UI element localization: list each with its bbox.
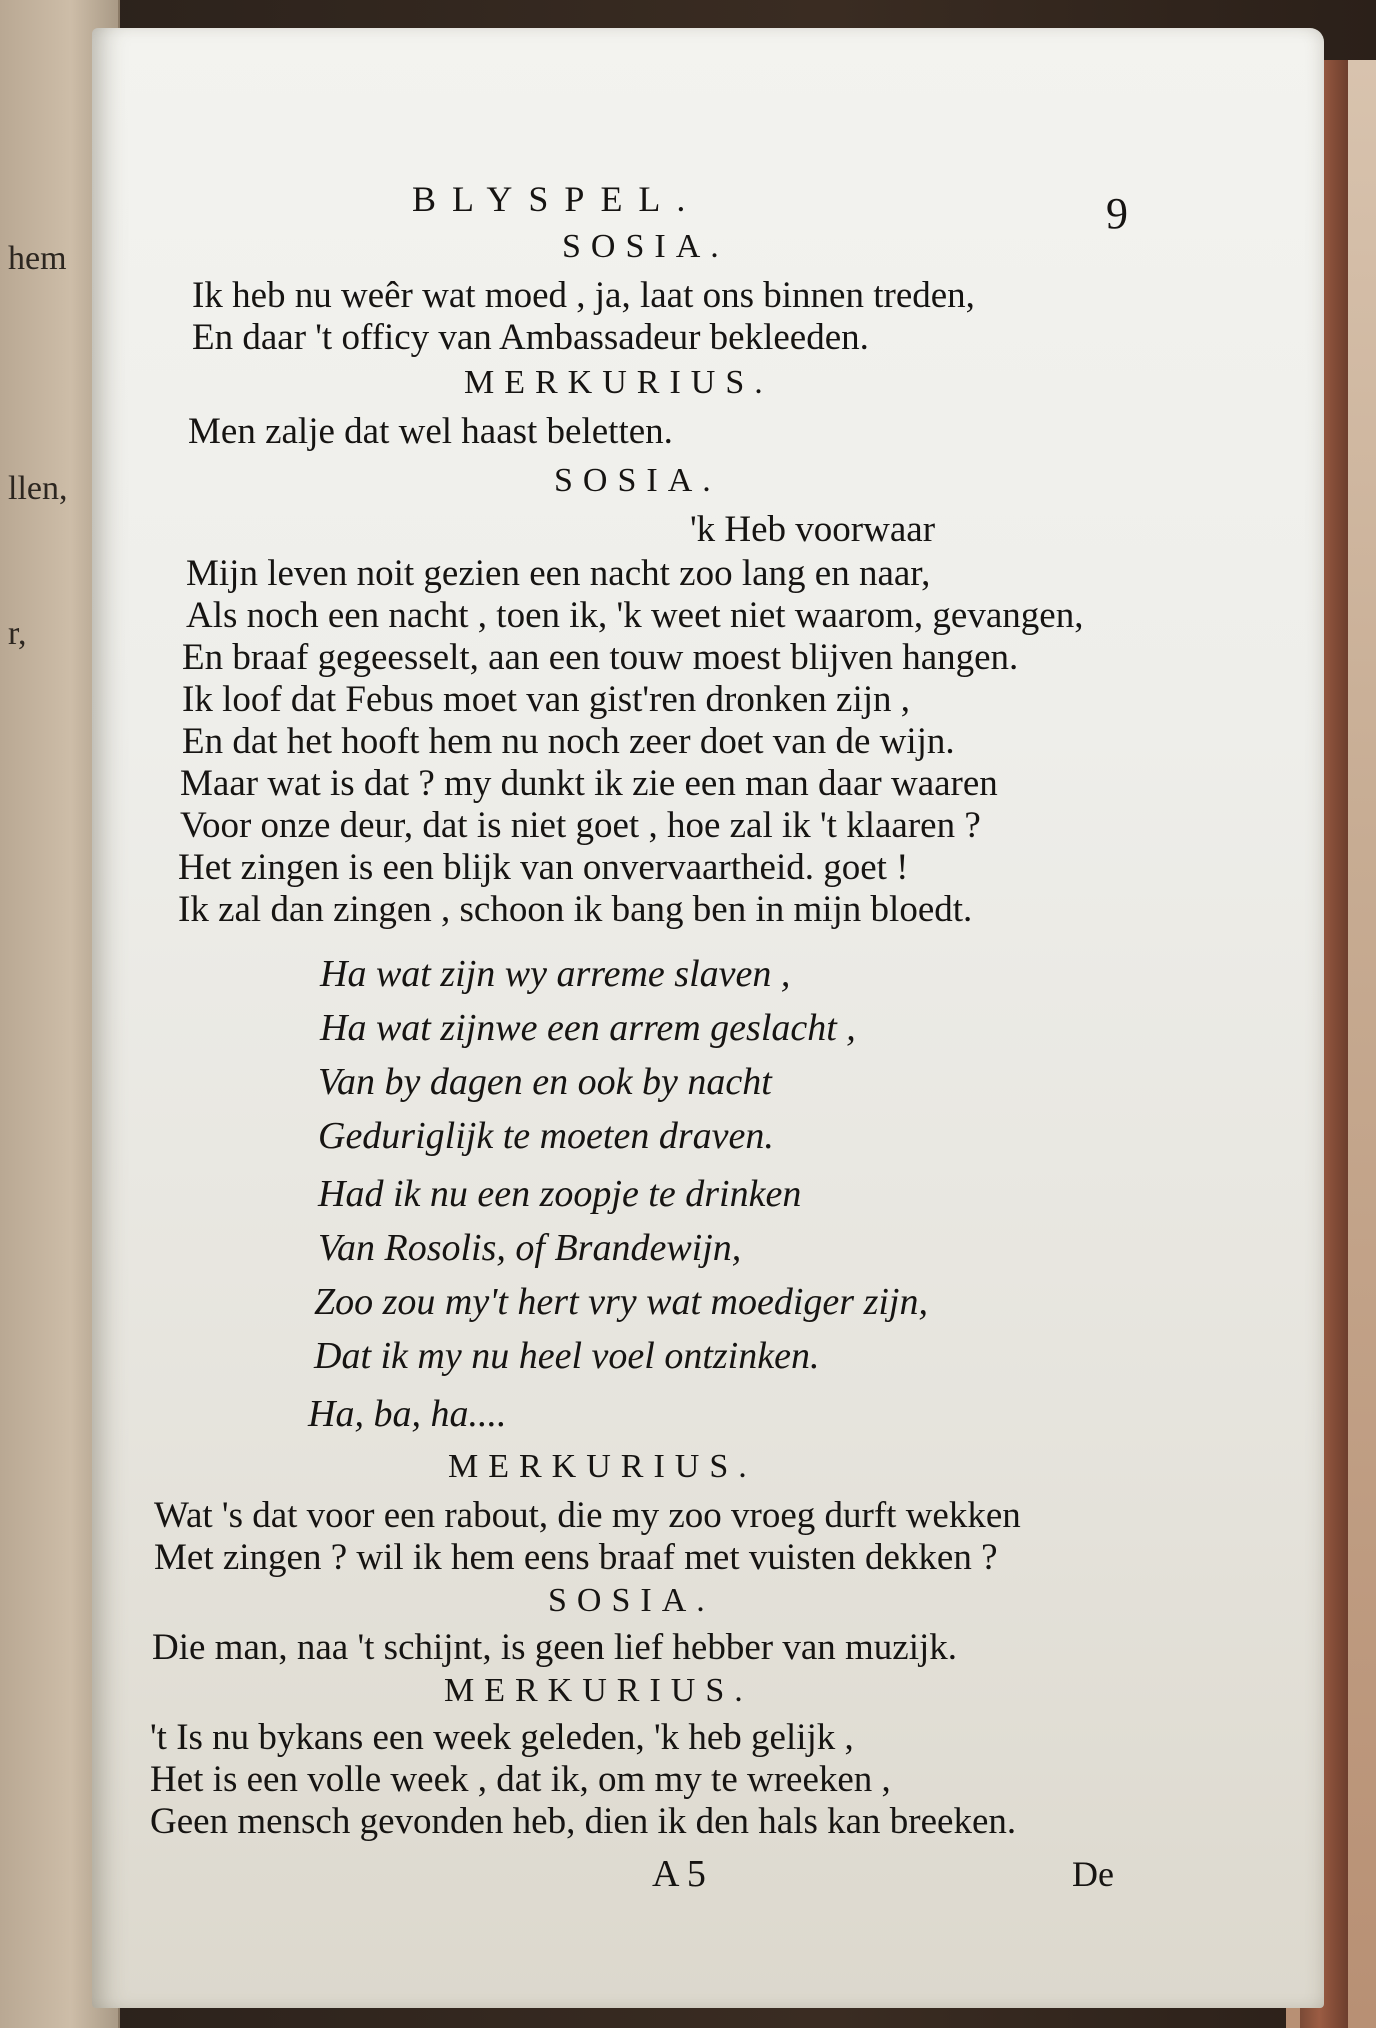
speaker-name: MERKURIUS. xyxy=(444,1672,753,1709)
song-line: Ha, ba, ha.... xyxy=(308,1393,507,1435)
verse-line: Voor onze deur, dat is niet goet , hoe zal ik 't klaaren ? xyxy=(180,805,981,846)
verse-line: Ik heb nu weêr wat moed , ja, laat ons binnen treden, xyxy=(192,275,975,316)
verse-line: En daar 't officy van Ambassadeur bekleeden. xyxy=(192,317,869,358)
song-line: Ha wat zijn wy arreme slaven , xyxy=(320,953,791,995)
song-line: Geduriglijk te moeten draven. xyxy=(318,1115,774,1157)
verse-line: 't Is nu bykans een week geleden, 'k heb gelijk , xyxy=(150,1717,854,1758)
verse-line: Geen mensch gevonden heb, dien ik den hals kan breeken. xyxy=(150,1801,1017,1842)
left-page-fragment: llen, xyxy=(8,470,68,507)
song-line: Van by dagen en ook by nacht xyxy=(318,1061,772,1103)
verse-line: Het is een volle week , dat ik, om my te wreeken , xyxy=(150,1759,891,1800)
verse-line: En dat het hooft hem nu noch zeer doet van de wijn. xyxy=(182,721,955,762)
speaker-name: SOSIA. xyxy=(548,1582,715,1619)
running-title: BLYSPEL. xyxy=(412,179,702,219)
page-number: 9 xyxy=(1106,189,1128,238)
song-line: Zoo zou my't hert vry wat moediger zijn, xyxy=(314,1281,928,1323)
verse-line: En braaf gegeesselt, aan een touw moest blijven hangen. xyxy=(182,637,1019,678)
verse-line: Men zalje dat wel haast beletten. xyxy=(188,411,673,452)
speaker-name: MERKURIUS. xyxy=(464,364,773,401)
verse-line: 'k Heb voorwaar xyxy=(690,509,936,550)
left-page-fragment: r, xyxy=(8,615,27,652)
book-page xyxy=(92,28,1324,2008)
song-line: Ha wat zijnwe een arrem geslacht , xyxy=(320,1007,856,1049)
song-line: Had ik nu een zoopje te drinken xyxy=(318,1173,802,1215)
verse-line: Mijn leven noit gezien een nacht zoo lang en naar, xyxy=(186,553,931,594)
verse-line: Die man, naa 't schijnt, is geen lief hebber van muzijk. xyxy=(152,1627,958,1668)
song-line: Dat ik my nu heel voel ontzinken. xyxy=(314,1335,820,1377)
verse-line: Als noch een nacht , toen ik, 'k weet niet waarom, gevangen, xyxy=(186,595,1084,636)
verse-line: Met zingen ? wil ik hem eens braaf met vuisten dekken ? xyxy=(154,1537,998,1578)
signature-mark: A 5 xyxy=(652,1853,706,1895)
song-line: Van Rosolis, of Brandewijn, xyxy=(318,1227,742,1269)
speaker-name: SOSIA. xyxy=(562,228,729,265)
speaker-name: MERKURIUS. xyxy=(448,1448,757,1485)
left-page-fragment: hem xyxy=(8,240,67,277)
speaker-name: SOSIA. xyxy=(554,462,721,499)
catchword: De xyxy=(1072,1854,1114,1894)
verse-line: Ik loof dat Febus moet van gist'ren dronken zijn , xyxy=(182,679,911,720)
verse-line: Wat 's dat voor een rabout, die my zoo vroeg durft wekken xyxy=(154,1495,1021,1536)
verse-line: Maar wat is dat ? my dunkt ik zie een man daar waaren xyxy=(180,763,998,804)
verse-line: Ik zal dan zingen , schoon ik bang ben in mijn bloedt. xyxy=(178,889,973,930)
verse-line: Het zingen is een blijk van onvervaartheid. goet ! xyxy=(178,847,909,888)
